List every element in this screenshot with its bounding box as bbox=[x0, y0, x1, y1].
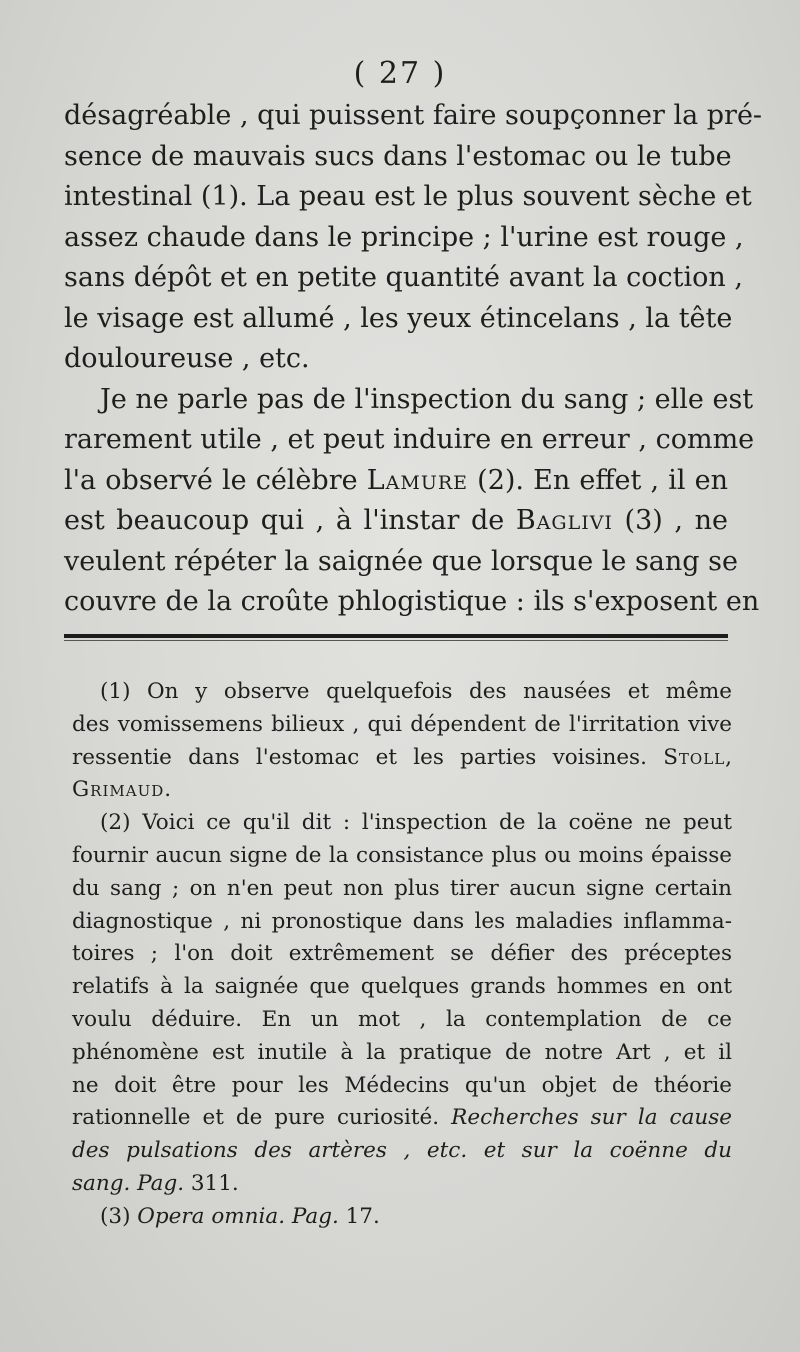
citation-title: sang. Pag. bbox=[72, 1170, 185, 1196]
text-line: couvre de la croûte phlogistique : ils s'exposent en bbox=[64, 586, 760, 617]
text-fragment: , bbox=[725, 744, 732, 770]
text-line: intestinal (1). La peau est le plus souvent sèche et bbox=[64, 181, 752, 212]
text-fragment: l'a observé le célèbre bbox=[64, 464, 367, 496]
author-name-grimaud: Grimaud. bbox=[72, 777, 173, 803]
footnote-3-line bbox=[72, 1201, 732, 1234]
author-name-lamure: Lamure bbox=[366, 464, 469, 496]
footnote-2-line: relatifs à la saignée que quelques grands hommes en ont bbox=[72, 974, 732, 1000]
footnote-2-line: fournir aucun signe de la consistance plus ou moins épaisse bbox=[72, 842, 732, 868]
text-line: douloureuse , etc. bbox=[64, 343, 310, 374]
text-line: rarement utile , et peut induire en erreur , comme bbox=[64, 424, 755, 455]
footnote-2-line bbox=[72, 1168, 732, 1201]
text-fragment: est beaucoup qui , à l'instar de bbox=[64, 505, 516, 536]
text-fragment: (3) bbox=[100, 1203, 138, 1229]
footnote-2-line: phénomène est inutile à la pratique de notre Art , et il bbox=[72, 1039, 732, 1065]
text-fragment: rationnelle et de pure curiosité. bbox=[72, 1105, 452, 1131]
text-line: sence de mauvais sucs dans l'estomac ou le tube bbox=[64, 140, 732, 172]
citation-title: Recherches sur la cause bbox=[451, 1105, 733, 1131]
text-line: assez chaude dans le principe ; l'urine est rouge , bbox=[64, 221, 744, 253]
footnote-2-line: toires ; l'on doit extrêmement se défier des préceptes bbox=[72, 941, 732, 967]
text-fragment: (3) , ne bbox=[612, 505, 728, 536]
footnote-1-line bbox=[72, 742, 732, 775]
footnote-2-line: voulu déduire. En un mot , la contemplation de ce bbox=[72, 1006, 732, 1032]
footnote-2-line: diagnostique , ni pronostique dans les maladies inflamma- bbox=[72, 908, 732, 934]
footnote-2-line: (2) Voici ce qu'il dit : l'inspection de la coëne ne peut bbox=[100, 810, 732, 836]
author-name-baglivi: Baglivi bbox=[515, 505, 613, 536]
footnote-1-line: des vomissemens bilieux , qui dépendent de l'irritation vive bbox=[72, 711, 732, 737]
author-name-stoll: Stoll bbox=[663, 744, 726, 770]
footnote-2-line bbox=[72, 1102, 732, 1135]
page-number: ( 27 ) bbox=[353, 56, 447, 91]
text-fragment: 17. bbox=[338, 1203, 380, 1229]
text-line bbox=[64, 461, 728, 502]
citation-title: Opera omnia. Pag. bbox=[137, 1203, 339, 1229]
footnotes bbox=[72, 676, 732, 1234]
footnote-2-line: ne doit être pour les Médecins qu'un objet de théorie bbox=[72, 1072, 732, 1098]
footnote-1-line: (1) On y observe quelquefois des nausées et même bbox=[100, 679, 732, 704]
text-fragment: ressentie dans l'estomac et les parties voisines. bbox=[72, 744, 664, 770]
main-text bbox=[64, 96, 763, 623]
footnote-1-line bbox=[72, 774, 732, 807]
text-line: désagréable , qui puissent faire soupçonner la pré- bbox=[64, 100, 763, 131]
text-line: le visage est allumé , les yeux étincelans , la tête bbox=[64, 302, 733, 334]
footnote-divider bbox=[64, 634, 728, 638]
footnote-2-line: du sang ; on n'en peut non plus tirer aucun signe certain bbox=[72, 875, 732, 901]
citation-title: des pulsations des artères , etc. et sur la coënne du bbox=[72, 1138, 732, 1164]
text-line: Je ne parle pas de l'inspection du sang ; elle est bbox=[100, 383, 754, 415]
text-fragment: (2). En effet , il en bbox=[468, 464, 728, 496]
text-line: veulent répéter la saignée que lorsque le sang se bbox=[64, 545, 738, 577]
text-line: sans dépôt et en petite quantité avant la coction , bbox=[64, 262, 743, 293]
text-line bbox=[64, 501, 728, 542]
text-fragment: 311. bbox=[184, 1170, 239, 1196]
